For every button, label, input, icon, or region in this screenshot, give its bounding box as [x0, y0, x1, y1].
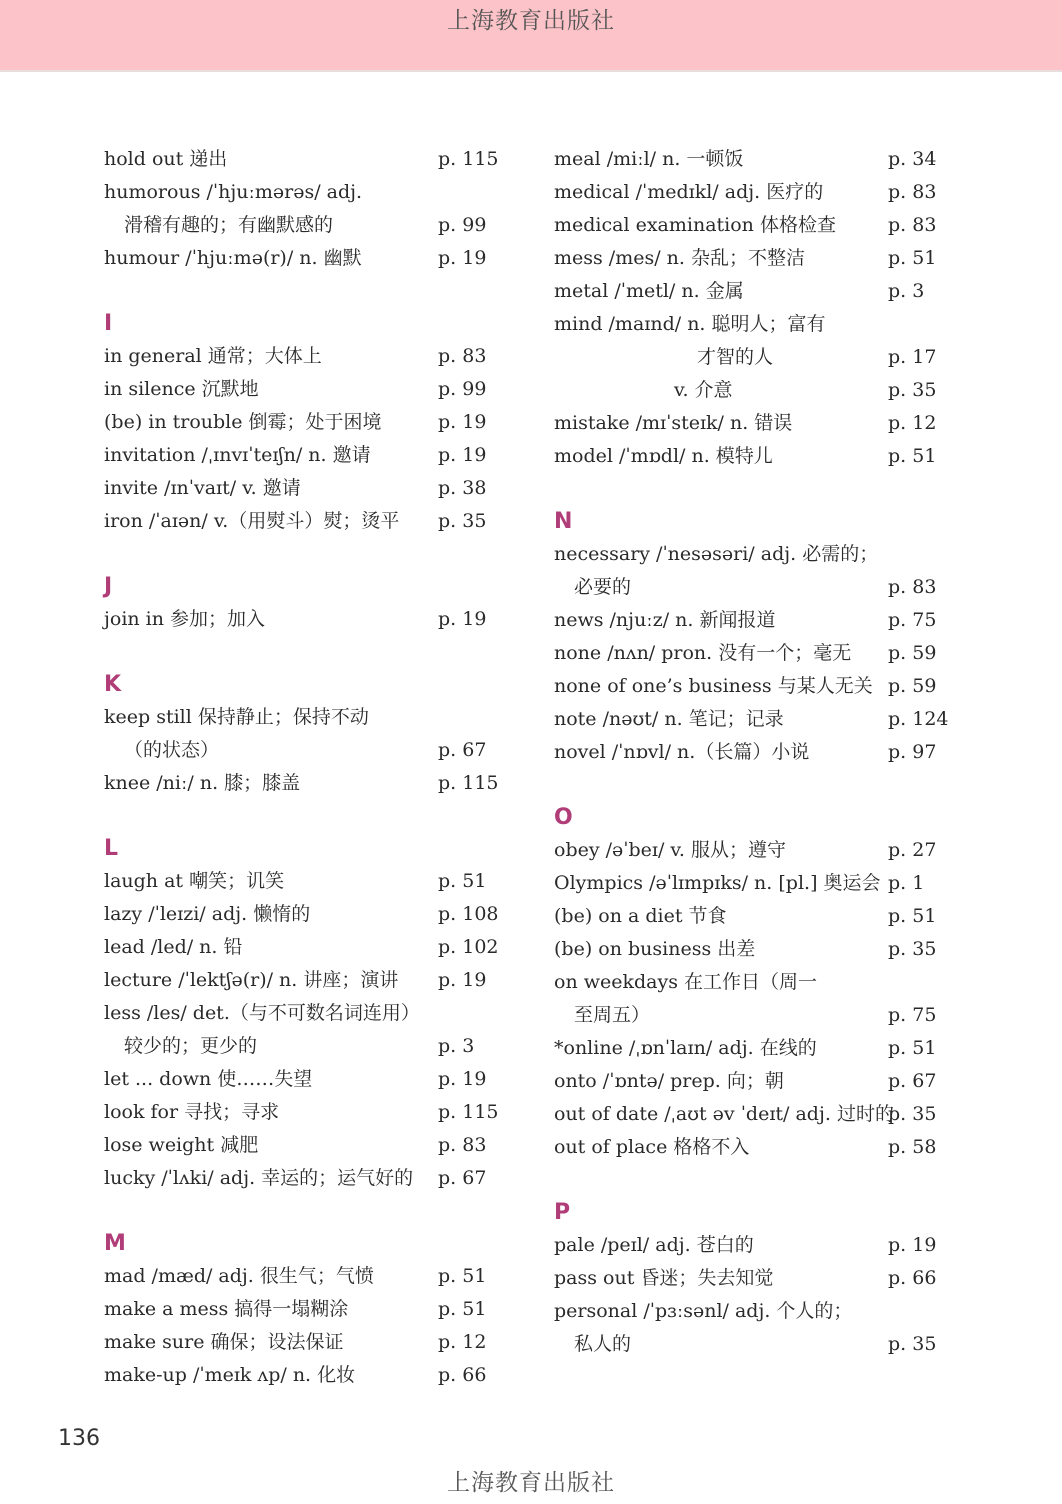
entry-page-ref: p. 83 [888, 181, 937, 203]
glossary-entry [104, 964, 504, 997]
glossary-entry [104, 472, 504, 505]
glossary-entry [104, 505, 504, 538]
glossary-entry [554, 275, 944, 308]
entry-page-ref: p. 35 [888, 938, 937, 960]
entry-text: (be) on a diet 节食 [554, 905, 727, 927]
publisher-watermark-top: 上海教育出版社 [447, 8, 615, 34]
entry-page-ref: p. 115 [438, 148, 499, 170]
glossary-entry [104, 1359, 504, 1392]
entry-text: mad /mæd/ adj. 很生气；气愤 [104, 1265, 374, 1287]
glossary-entry [554, 440, 944, 473]
glossary-entry [104, 1293, 504, 1326]
glossary-entry [554, 341, 944, 374]
glossary-entry [104, 1326, 504, 1359]
glossary-entry [554, 308, 944, 341]
glossary-entry [554, 867, 944, 900]
entry-page-ref: p. 115 [438, 1101, 499, 1123]
entry-page-ref: p. 19 [438, 608, 487, 630]
glossary-entry [554, 1032, 944, 1065]
entry-text: humour /ˈhjuːmə(r)/ n. 幽默 [104, 247, 362, 269]
entry-text: 至周五） [574, 1004, 651, 1026]
glossary-entry [104, 1063, 504, 1096]
section-gap [554, 1164, 944, 1196]
entry-text: obey /əˈbeɪ/ v. 服从；遵守 [554, 839, 786, 861]
glossary-entry [554, 933, 944, 966]
entry-page-ref: p. 19 [438, 1068, 487, 1090]
entry-page-ref: p. 115 [438, 772, 499, 794]
entry-text: none /nʌn/ pron. 没有一个；毫无 [554, 642, 852, 664]
entry-text: onto /ˈɒntə/ prep. 向；朝 [554, 1070, 784, 1092]
glossary-entry [104, 734, 504, 767]
glossary-entry [104, 1030, 504, 1063]
section-gap [104, 1195, 504, 1227]
entry-page-ref: p. 35 [888, 1333, 937, 1355]
entry-text: novel /ˈnɒvl/ n.（长篇）小说 [554, 741, 810, 763]
glossary-entry [104, 1129, 504, 1162]
glossary-entry [104, 898, 504, 931]
entry-page-ref: p. 3 [888, 280, 925, 302]
entry-page-ref: p. 12 [888, 412, 937, 434]
entry-page-ref: p. 35 [438, 510, 487, 532]
entry-page-ref: p. 59 [888, 675, 937, 697]
entry-page-ref: p. 66 [888, 1267, 937, 1289]
glossary-entry [554, 900, 944, 933]
section-letter: N [554, 509, 573, 534]
glossary-entry [104, 865, 504, 898]
glossary-entry [554, 834, 944, 867]
glossary-entry [104, 209, 504, 242]
entry-text: lose weight 减肥 [104, 1134, 259, 1156]
entry-page-ref: p. 35 [888, 1103, 937, 1125]
section-letter: P [554, 1200, 571, 1225]
entry-page-ref: p. 19 [438, 969, 487, 991]
entry-text: 必要的 [574, 576, 632, 598]
glossary-column-left [104, 143, 504, 1392]
entry-page-ref: p. 83 [888, 576, 937, 598]
entry-page-ref: p. 75 [888, 609, 937, 631]
entry-text: make a mess 搞得一塌糊涂 [104, 1298, 349, 1320]
entry-text: 才智的人 [697, 346, 774, 368]
entry-page-ref: p. 99 [438, 214, 487, 236]
glossary-entry [104, 1096, 504, 1129]
glossary-entry [554, 1229, 944, 1262]
entry-page-ref: p. 83 [888, 214, 937, 236]
entry-text: note /nəʊt/ n. 笔记；记录 [554, 708, 784, 730]
entry-page-ref: p. 102 [438, 936, 499, 958]
entry-page-ref: p. 35 [888, 379, 937, 401]
entry-page-ref: p. 51 [438, 1265, 487, 1287]
glossary-entry [104, 439, 504, 472]
entry-page-ref: p. 58 [888, 1136, 937, 1158]
glossary-column-right [554, 143, 949, 1361]
entry-text: on weekdays 在工作日（周一 [554, 971, 817, 993]
entry-text: pale /peɪl/ adj. 苍白的 [554, 1234, 754, 1256]
glossary-entry [104, 1260, 504, 1293]
page-number: 136 [58, 1426, 100, 1451]
glossary-entry [104, 406, 504, 439]
entry-text: knee /niː/ n. 膝；膝盖 [104, 772, 301, 794]
entry-text: lucky /ˈlʌki/ adj. 幸运的；运气好的 [104, 1167, 414, 1189]
entry-text: humorous /ˈhjuːmərəs/ adj. [104, 181, 363, 203]
section-letter: K [104, 672, 122, 697]
entry-text: in silence 沉默地 [104, 378, 259, 400]
entry-text: make sure 确保；设法保证 [104, 1331, 344, 1353]
entry-text: look for 寻找；寻求 [104, 1101, 280, 1123]
glossary-entry [104, 176, 504, 209]
entry-page-ref: p. 59 [888, 642, 937, 664]
entry-text: Olympics /əˈlɪmpɪks/ n. [pl.] 奥运会 [554, 872, 881, 894]
entry-page-ref: p. 19 [438, 411, 487, 433]
section-gap [104, 275, 504, 307]
glossary-entry [104, 1162, 504, 1195]
entry-text: （的状态） [124, 739, 220, 761]
entry-text: lecture /ˈlektʃə(r)/ n. 讲座；演讲 [104, 969, 399, 991]
entry-page-ref: p. 1 [888, 872, 925, 894]
entry-text: necessary /ˈnesəsəri/ adj. 必需的； [554, 543, 879, 565]
entry-text: invite /ɪnˈvaɪt/ v. 邀请 [104, 477, 301, 499]
entry-text: metal /ˈmetl/ n. 金属 [554, 280, 744, 302]
entry-page-ref: p. 3 [438, 1035, 475, 1057]
glossary-entry [554, 999, 944, 1032]
section-letter: O [554, 805, 573, 830]
entry-text: *online /ˌɒnˈlaɪn/ adj. 在线的 [554, 1037, 817, 1059]
entry-text: mess /mes/ n. 杂乱；不整洁 [554, 247, 805, 269]
entry-page-ref: p. 75 [888, 1004, 937, 1026]
entry-page-ref: p. 17 [888, 346, 937, 368]
entry-page-ref: p. 27 [888, 839, 937, 861]
entry-text: meal /miːl/ n. 一顿饭 [554, 148, 744, 170]
entry-text: out of date /ˌaʊt əv ˈdeɪt/ adj. 过时的 [554, 1103, 894, 1125]
section-gap [104, 636, 504, 668]
entry-page-ref: p. 124 [888, 708, 949, 730]
entry-page-ref: p. 51 [438, 1298, 487, 1320]
glossary-entry [554, 703, 949, 736]
entry-page-ref: p. 67 [438, 739, 487, 761]
entry-page-ref: p. 12 [438, 1331, 487, 1353]
section-gap [554, 473, 944, 505]
entry-text: less /les/ det.（与不可数名词连用） [104, 1002, 420, 1024]
entry-page-ref: p. 51 [888, 445, 937, 467]
section-letter: I [104, 311, 113, 336]
entry-text: laugh at 嘲笑；讥笑 [104, 870, 285, 892]
glossary-entry [554, 242, 944, 275]
entry-page-ref: p. 67 [888, 1070, 937, 1092]
glossary-entry [554, 604, 944, 637]
glossary-entry [554, 1262, 944, 1295]
entry-page-ref: p. 51 [888, 905, 937, 927]
entry-page-ref: p. 19 [888, 1234, 937, 1256]
entry-text: model /ˈmɒdl/ n. 模特儿 [554, 445, 773, 467]
entry-page-ref: p. 51 [888, 1037, 937, 1059]
entry-text: medical /ˈmedɪkl/ adj. 医疗的 [554, 181, 824, 203]
entry-page-ref: p. 66 [438, 1364, 487, 1386]
entry-text: keep still 保持静止；保持不动 [104, 706, 369, 728]
entry-text: iron /ˈaɪən/ v.（用熨斗）熨；烫平 [104, 510, 400, 532]
glossary-entry [554, 1295, 944, 1328]
glossary-entry [104, 143, 504, 176]
glossary-entry [554, 1098, 944, 1131]
publisher-watermark-bottom: 上海教育出版社 [447, 1470, 615, 1496]
entry-text: out of place 格格不入 [554, 1136, 750, 1158]
section-gap [104, 538, 504, 570]
glossary-entry [104, 373, 504, 406]
entry-text: v. 介意 [674, 379, 733, 401]
entry-text: (be) on business 出差 [554, 938, 756, 960]
section-letter: M [104, 1231, 126, 1256]
section-letter: J [104, 574, 113, 599]
entry-text: (be) in trouble 倒霉；处于困境 [104, 411, 382, 433]
glossary-entry [104, 767, 504, 800]
entry-text: in general 通常；大体上 [104, 345, 322, 367]
glossary-entry [554, 143, 944, 176]
entry-page-ref: p. 83 [438, 1134, 487, 1156]
glossary-entry [554, 538, 944, 571]
entry-text: lead /led/ n. 铅 [104, 936, 243, 958]
entry-text: lazy /ˈleɪzi/ adj. 懒惰的 [104, 903, 311, 925]
glossary-entry [104, 242, 504, 275]
glossary-entry [554, 571, 944, 604]
entry-page-ref: p. 108 [438, 903, 499, 925]
section-gap [554, 769, 944, 801]
entry-text: pass out 昏迷；失去知觉 [554, 1267, 774, 1289]
glossary-entry [554, 374, 944, 407]
entry-page-ref: p. 38 [438, 477, 487, 499]
entry-text: 较少的；更少的 [124, 1035, 258, 1057]
glossary-entry [554, 1065, 944, 1098]
entry-text: make-up /ˈmeɪk ʌp/ n. 化妆 [104, 1364, 356, 1386]
entry-text: 私人的 [574, 1333, 632, 1355]
glossary-entry [554, 966, 944, 999]
entry-text: personal /ˈpɜːsənl/ adj. 个人的； [554, 1300, 853, 1322]
entry-page-ref: p. 19 [438, 247, 487, 269]
glossary-entry [104, 997, 504, 1030]
section-gap [104, 800, 504, 832]
entry-page-ref: p. 83 [438, 345, 487, 367]
entry-page-ref: p. 97 [888, 741, 937, 763]
glossary-entry [104, 603, 504, 636]
entry-text: none of one’s business 与某人无关 [554, 675, 873, 697]
glossary-entry [104, 701, 504, 734]
glossary-entry [554, 670, 944, 703]
entry-page-ref: p. 34 [888, 148, 937, 170]
glossary-entry [104, 931, 504, 964]
entry-text: mind /maɪnd/ n. 聪明人；富有 [554, 313, 826, 335]
entry-text: invitation /ˌɪnvɪˈteɪʃn/ n. 邀请 [104, 444, 371, 466]
glossary-entry [554, 209, 944, 242]
entry-page-ref: p. 99 [438, 378, 487, 400]
entry-page-ref: p. 51 [888, 247, 937, 269]
glossary-entry [104, 340, 504, 373]
entry-text: let ... down 使……失望 [104, 1068, 313, 1090]
entry-text: hold out 递出 [104, 148, 228, 170]
entry-page-ref: p. 51 [438, 870, 487, 892]
glossary-entry [554, 1328, 944, 1361]
glossary-entry [554, 736, 944, 769]
glossary-entry [554, 1131, 944, 1164]
entry-text: medical examination 体格检查 [554, 214, 836, 236]
glossary-entry [554, 176, 944, 209]
section-letter: L [104, 836, 119, 861]
entry-text: join in 参加；加入 [104, 608, 266, 630]
entry-text: mistake /mɪˈsteɪk/ n. 错误 [554, 412, 793, 434]
entry-page-ref: p. 19 [438, 444, 487, 466]
glossary-entry [554, 637, 944, 670]
entry-text: news /njuːz/ n. 新闻报道 [554, 609, 776, 631]
entry-text: 滑稽有趣的；有幽默感的 [124, 214, 334, 236]
entry-page-ref: p. 67 [438, 1167, 487, 1189]
glossary-entry [554, 407, 944, 440]
